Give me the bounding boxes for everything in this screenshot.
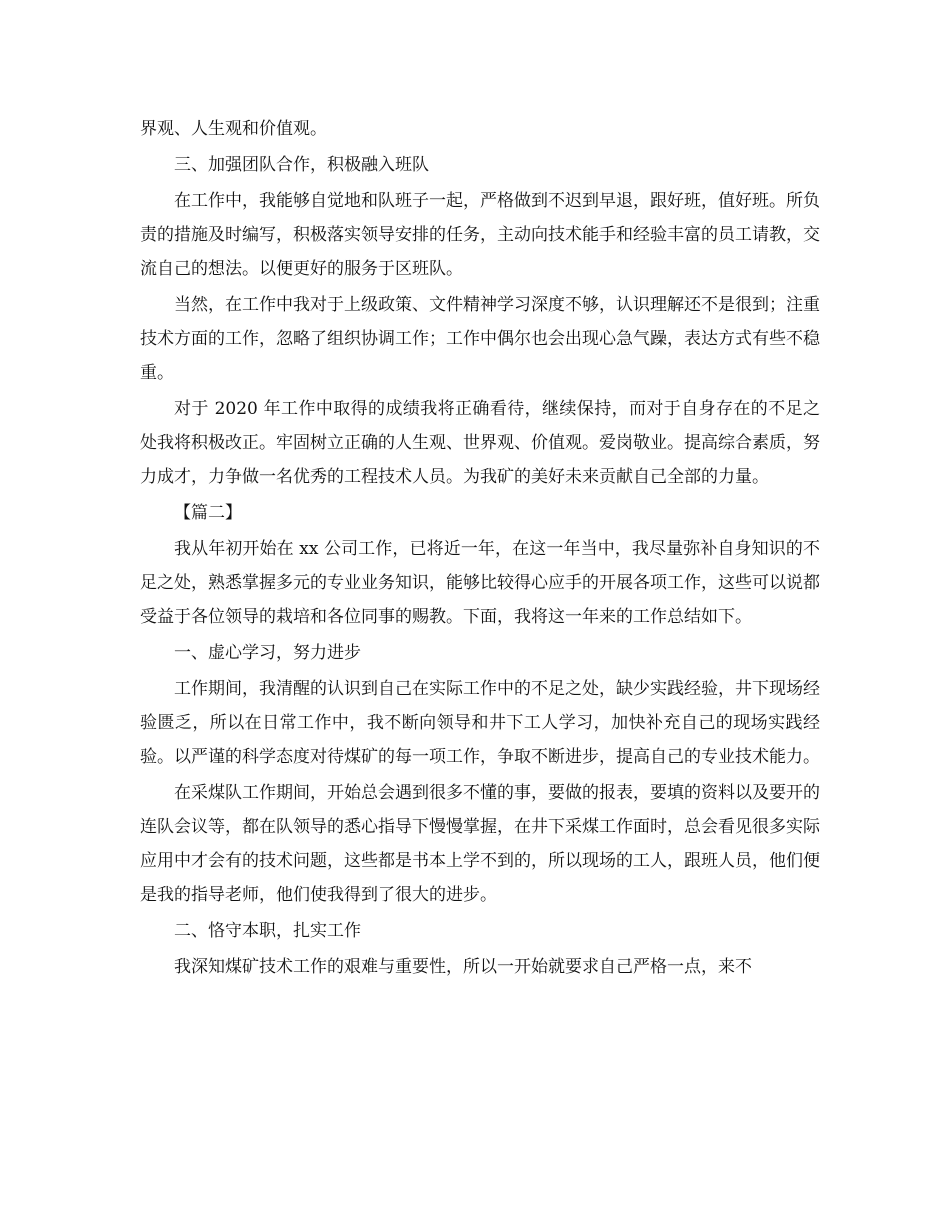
part-two-heading: 【篇二】 (174, 503, 242, 523)
paragraph-learning: 工作期间，我清醒的认识到自己在实际工作中的不足之处，缺少实践经验，井下现场经验匮乏，所以在日常工作中，我不断向领导和井下工人学习，加快补充自己的现场实践经验。以严谨的科学态度对待煤矿的每一项工作，争取不断进步，提高自己的专业技术能力。 (140, 679, 820, 767)
paragraph-mining-team: 在采煤队工作期间，开始总会遇到很多不懂的事，要做的报表，要填的资料以及要开的连队会议等，都在队领导的悉心指导下慢慢掌握，在井下采煤工作面时，总会看见很多实际应用中才会有的技术问题，这些都是书本上学不到的，所以现场的工人，跟班人员，他们便是我的指导老师，他们使我得到了很大的进步。 (140, 783, 820, 905)
paragraph-intro-part-two: 我从年初开始在 xx 公司工作，已将近一年，在这一年当中，我尽量弥补自身知识的不足之处，熟悉掌握多元的专业业务知识，能够比较得心应手的开展各项工作，这些可以说都受益于各位领导的栽培和各位同事的赐教。下面，我将这一年来的工作总结如下。 (140, 539, 820, 627)
paragraph-shortcomings: 当然，在工作中我对于上级政策、文件精神学习深度不够，认识理解还不是很到；注重技术方面的工作，忽略了组织协调工作；工作中偶尔也会出现心急气躁，表达方式有些不稳重。 (140, 295, 820, 383)
paragraph-continuation: 界观、人生观和价值观。 (140, 119, 327, 139)
paragraph-outlook: 对于 2020 年工作中取得的成绩我将正确看待，继续保持，而对于自身存在的不足之处我将积极改正。牢固树立正确的人生观、世界观、价值观。爱岗敬业。提高综合素质，努力成才，力争做一名优秀的工程技术人员。为我矿的美好未来贡献自己全部的力量。 (140, 399, 820, 487)
section-heading-learning: 一、虚心学习，努力进步 (174, 643, 361, 663)
document-body (140, 112, 820, 986)
section-heading-teamwork: 三、加强团队合作，积极融入班队 (174, 155, 429, 175)
paragraph-duty: 我深知煤矿技术工作的艰难与重要性，所以一开始就要求自己严格一点，来不 (174, 957, 752, 977)
section-heading-duty: 二、恪守本职，扎实工作 (174, 921, 361, 941)
paragraph-teamwork: 在工作中，我能够自觉地和队班子一起，严格做到不迟到早退，跟好班，值好班。所负责的措施及时编写，积极落实领导安排的任务，主动向技术能手和经验丰富的员工请教，交流自己的想法。以便更好的服务于区班队。 (140, 191, 820, 279)
